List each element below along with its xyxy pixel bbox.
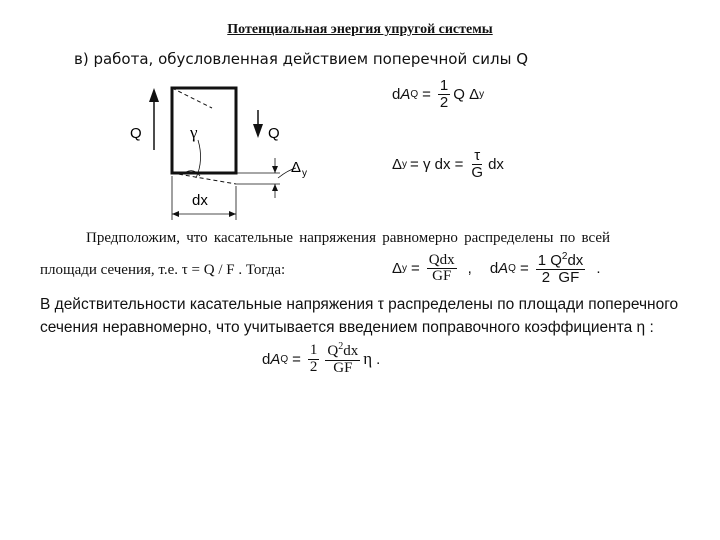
- fraction-numerator: [325, 342, 360, 361]
- fraction-one-half: [308, 343, 320, 376]
- fraction-denominator: 2: [439, 93, 449, 111]
- numerator-sup: 2: [338, 341, 344, 352]
- fraction-numerator: 1: [309, 342, 318, 358]
- formula-corrected-work: [262, 342, 380, 377]
- section-subtitle: в) работа, обусловленная действием поперечной силы Q: [74, 50, 529, 68]
- formula-comma: ,: [467, 260, 472, 278]
- formula-shear-displacement: [392, 148, 504, 181]
- formula-equals-2: =: [519, 260, 529, 278]
- paragraph-2-line-2: сечения неравномерно, что учитывается введением поправочного коэффициента η :: [40, 319, 654, 336]
- paragraph-1-line-1: Предположим, что касательные напряжения равномерно распределены по всей: [86, 230, 611, 246]
- formula-equals: =: [292, 350, 301, 368]
- fraction-tau-over-g: [469, 148, 485, 181]
- formula-lhs-d: d: [262, 350, 271, 368]
- formula-period: .: [596, 260, 601, 278]
- right-force-arrow-head: [253, 124, 263, 138]
- label-gamma: γ: [190, 123, 198, 142]
- formula-lhs: Δ: [392, 260, 403, 278]
- label-delta-sub: y: [302, 168, 307, 179]
- page-title: Потенциальная энергия упругой системы: [227, 22, 493, 37]
- fraction-denominator: GF: [432, 268, 452, 285]
- formula-uniform-case: [392, 252, 600, 286]
- formula-lhs-a: A: [270, 350, 281, 368]
- fraction-energy: [536, 252, 586, 286]
- formula-lhs: Δ: [392, 155, 403, 173]
- formula-work: [392, 78, 484, 111]
- fraction-numerator: Qdx: [428, 251, 455, 268]
- fraction-one-half: [438, 78, 450, 111]
- formula-rhs-sub: y: [479, 88, 485, 100]
- formula-lhs-sub: y: [402, 158, 408, 170]
- formula-mid: = γ dx =: [410, 155, 464, 173]
- paragraph-2-line-1: В действительности касательные напряжения τ распределены по площади поперечного: [40, 296, 679, 313]
- formula-rhs: Q Δ: [453, 85, 480, 103]
- label-q-right: Q: [268, 125, 280, 142]
- fraction-numerator: 1: [439, 77, 449, 94]
- numerator-main: Q: [327, 343, 339, 359]
- left-force-arrow-head: [149, 88, 159, 102]
- formula-lhs-sub: Q: [410, 88, 419, 100]
- formula-equals: =: [411, 260, 420, 278]
- shear-element-diagram: [128, 80, 328, 230]
- numerator-sup: 2: [561, 251, 568, 262]
- formula-lhs-sub: y: [402, 263, 408, 275]
- fraction-denominator: 2 GF: [541, 268, 580, 286]
- element-rectangle: [172, 88, 236, 173]
- formula-lhs-sub: Q: [280, 353, 289, 365]
- fraction-q2dx-over-gf: [325, 342, 360, 377]
- eta-symbol: η: [363, 349, 373, 369]
- formula-lhs2-sub: Q: [508, 263, 516, 275]
- numerator-main: 1 Q: [537, 252, 562, 269]
- label-delta: Δ: [291, 159, 302, 176]
- formula-lhs-d: d: [392, 85, 401, 103]
- numerator-tail: dx: [567, 252, 584, 269]
- formula-period: .: [376, 350, 381, 368]
- fraction-denominator: G: [471, 163, 484, 181]
- fraction-qdx-over-gf: [427, 253, 457, 286]
- label-q-left: Q: [130, 125, 142, 142]
- formula-lhs2-a: A: [498, 260, 509, 278]
- fraction-numerator: [536, 252, 586, 270]
- formula-rhs: dx: [488, 155, 504, 173]
- fraction-denominator: 2: [309, 358, 318, 375]
- label-dx: dx: [192, 192, 208, 209]
- fraction-numerator: τ: [474, 147, 481, 164]
- formula-lhs-a: A: [400, 85, 411, 103]
- paragraph-1-line-2: площади сечения, т.е. τ = Q / F . Тогда:: [40, 262, 286, 278]
- formula-lhs2-d: d: [489, 260, 499, 278]
- numerator-tail: dx: [343, 343, 359, 359]
- deformed-bottom-diagonal: [172, 173, 236, 184]
- formula-equals: =: [422, 85, 431, 103]
- fraction-denominator: GF: [333, 359, 353, 376]
- deformed-top-diagonal: [172, 88, 212, 108]
